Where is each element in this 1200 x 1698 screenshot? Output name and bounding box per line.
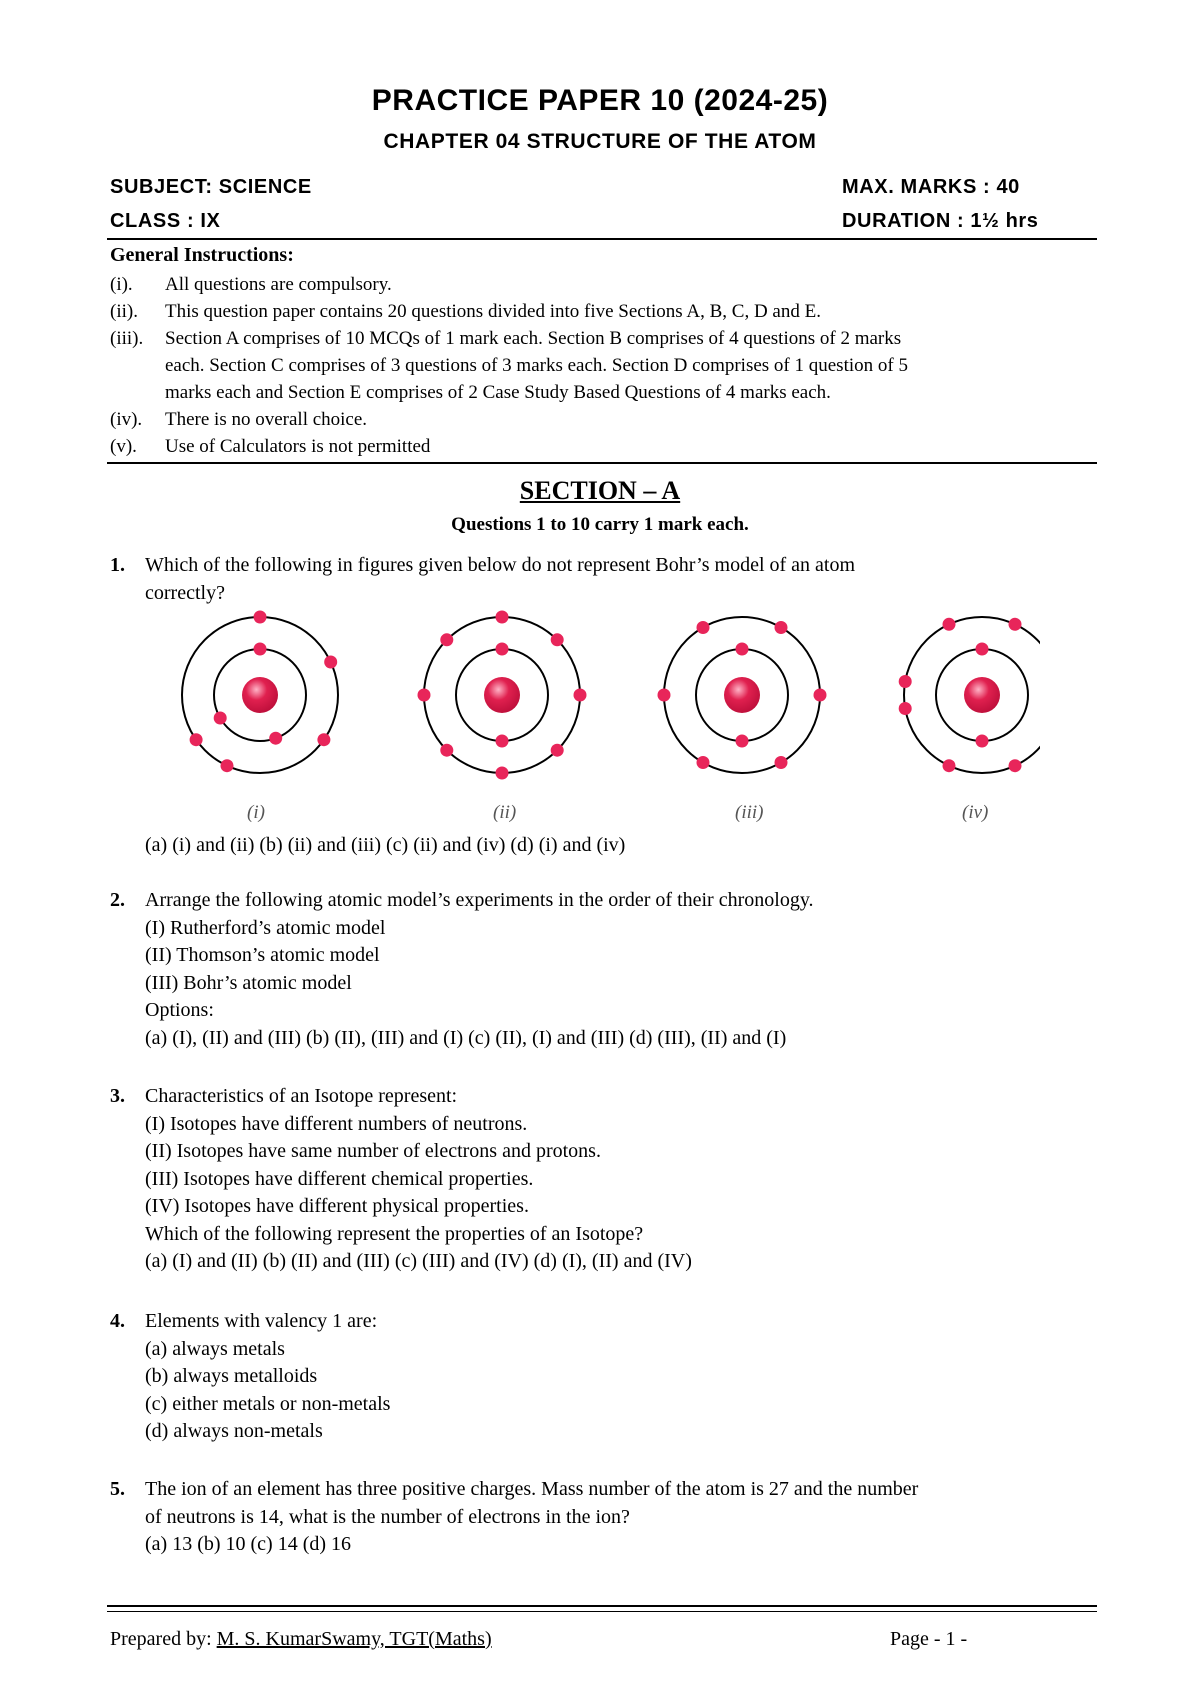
electron	[551, 633, 564, 646]
bohr-model-figures	[160, 600, 1040, 820]
electron	[976, 735, 989, 748]
answer-options: (a) (I), (II) and (III) (b) (II), (III) and (I) (c) (II), (I) and (III) (d) (III), (II) and (I)	[145, 1026, 787, 1049]
electron	[658, 689, 671, 702]
question-text: Characteristics of an Isotope represent:	[145, 1085, 458, 1107]
paper-title: PRACTICE PAPER 10 (2024-25)	[371, 84, 829, 117]
electron	[574, 689, 587, 702]
instruction-text: Section A comprises of 10 MCQs of 1 mark each. Section B comprises of 4 questions of 2 marks	[165, 328, 902, 349]
question-text: (I) Isotopes have different numbers of neutrons.	[145, 1112, 528, 1135]
electron	[418, 689, 431, 702]
electron	[736, 643, 749, 656]
electron	[496, 611, 509, 624]
question-text: (III) Isotopes have different chemical properties.	[145, 1167, 534, 1190]
question-text: Which of the following in figures given below do not represent Bohr’s model of an atom	[145, 554, 856, 576]
atom-figure-2	[418, 611, 587, 780]
chapter-title: CHAPTER 04 STRUCTURE OF THE ATOM	[383, 130, 817, 153]
electron	[214, 712, 227, 725]
answer-option: (d) always non-metals	[145, 1420, 323, 1442]
class-label: CLASS : IX	[110, 210, 221, 232]
question-text: (III) Bohr’s atomic model	[145, 971, 352, 994]
question-number: 4.	[110, 1310, 125, 1332]
instruction-text: marks each and Section E comprises of 2 Case Study Based Questions of 4 marks each.	[165, 382, 831, 403]
prepared-by-label: Prepared by:	[110, 1628, 212, 1650]
footer-divider	[107, 1605, 1097, 1607]
electron	[254, 611, 267, 624]
electron	[190, 733, 203, 746]
electron	[697, 621, 710, 634]
instruction-number: (iv).	[110, 409, 143, 430]
question-text: of neutrons is 14, what is the number of electrons in the ion?	[145, 1505, 630, 1528]
electron	[1009, 759, 1022, 772]
question-number: 1.	[110, 554, 125, 576]
electron	[440, 633, 453, 646]
instructions-heading: General Instructions:	[110, 244, 294, 266]
electron	[697, 756, 710, 769]
answer-options: (a) (I) and (II) (b) (II) and (III) (c) (III) and (IV) (d) (I), (II) and (IV)	[145, 1250, 692, 1272]
question-number: 3.	[110, 1085, 125, 1107]
electron	[221, 759, 234, 772]
section-heading: SECTION – A	[519, 476, 681, 505]
question-text: Arrange the following atomic model’s experiments in the order of their chronology.	[145, 889, 814, 911]
page-number: Page - 1 -	[890, 1628, 968, 1650]
question-text: Options:	[145, 999, 214, 1021]
electron	[775, 756, 788, 769]
max-marks-label: MAX. MARKS : 40	[842, 176, 1020, 198]
electron	[899, 702, 912, 715]
answer-option: (a) always metals	[145, 1337, 285, 1360]
header-divider	[107, 238, 1097, 240]
nucleus	[242, 677, 278, 713]
electron	[775, 621, 788, 634]
electron	[976, 643, 989, 656]
figure-label: (ii)	[493, 802, 517, 823]
instruction-text: Use of Calculators is not permitted	[165, 436, 431, 457]
question-text: correctly?	[145, 581, 225, 604]
nucleus	[724, 677, 760, 713]
footer-author	[110, 1628, 492, 1651]
section-subheading: Questions 1 to 10 carry 1 mark each.	[451, 514, 749, 535]
electron	[324, 656, 337, 669]
nucleus	[964, 677, 1000, 713]
instruction-number: (v).	[110, 436, 137, 457]
instruction-number: (ii).	[110, 301, 138, 322]
instruction-number: (iii).	[110, 328, 144, 349]
atom-figure-3	[658, 617, 827, 773]
figure-label: (iv)	[962, 802, 989, 823]
answer-option: (b) always metalloids	[145, 1365, 318, 1387]
answer-options: (a) (i) and (ii) (b) (ii) and (iii) (c) (ii) and (iv) (d) (i) and (iv)	[145, 834, 626, 856]
electron	[943, 759, 956, 772]
electron	[496, 735, 509, 748]
question-text: Which of the following represent the properties of an Isotope?	[145, 1222, 644, 1245]
subject-label: SUBJECT: SCIENCE	[110, 176, 312, 198]
atom-figure-1	[182, 611, 338, 774]
question-text: (II) Thomson’s atomic model	[145, 944, 380, 966]
figure-label: (iii)	[735, 802, 764, 823]
instructions-divider	[107, 462, 1097, 464]
atom-figure-4	[899, 617, 1040, 773]
instruction-text: This question paper contains 20 questions divided into five Sections A, B, C, D and E.	[165, 301, 821, 322]
instruction-number: (i).	[110, 274, 133, 295]
electron	[943, 618, 956, 631]
answer-options: (a) 13 (b) 10 (c) 14 (d) 16	[145, 1533, 352, 1555]
electron	[269, 732, 282, 745]
question-number: 5.	[110, 1478, 125, 1500]
electron	[551, 744, 564, 757]
electron	[317, 733, 330, 746]
electron	[440, 744, 453, 757]
question-number: 2.	[110, 889, 125, 911]
figure-label: (i)	[247, 802, 265, 823]
nucleus	[484, 677, 520, 713]
instruction-text: each. Section C comprises of 3 questions of 3 marks each. Section D comprises of 1 question of 5	[165, 355, 908, 376]
electron	[1009, 618, 1022, 631]
question-text: Elements with valency 1 are:	[145, 1310, 378, 1332]
electron	[736, 735, 749, 748]
electron	[496, 767, 509, 780]
electron	[496, 643, 509, 656]
electron	[814, 689, 827, 702]
footer-divider	[107, 1611, 1097, 1612]
electron	[254, 643, 267, 656]
question-text: (IV) Isotopes have different physical properties.	[145, 1195, 529, 1217]
question-text: (I) Rutherford’s atomic model	[145, 916, 386, 939]
author-name: M. S. KumarSwamy, TGT(Maths)	[216, 1628, 492, 1650]
question-text: The ion of an element has three positive charges. Mass number of the atom is 27 and the number	[145, 1478, 919, 1500]
question-text: (II) Isotopes have same number of electrons and protons.	[145, 1140, 601, 1162]
electron	[899, 675, 912, 688]
instruction-text: There is no overall choice.	[165, 409, 368, 430]
answer-option: (c) either metals or non-metals	[145, 1392, 391, 1415]
instruction-text: All questions are compulsory.	[165, 274, 392, 295]
duration-label: DURATION : 1½ hrs	[842, 210, 1039, 232]
